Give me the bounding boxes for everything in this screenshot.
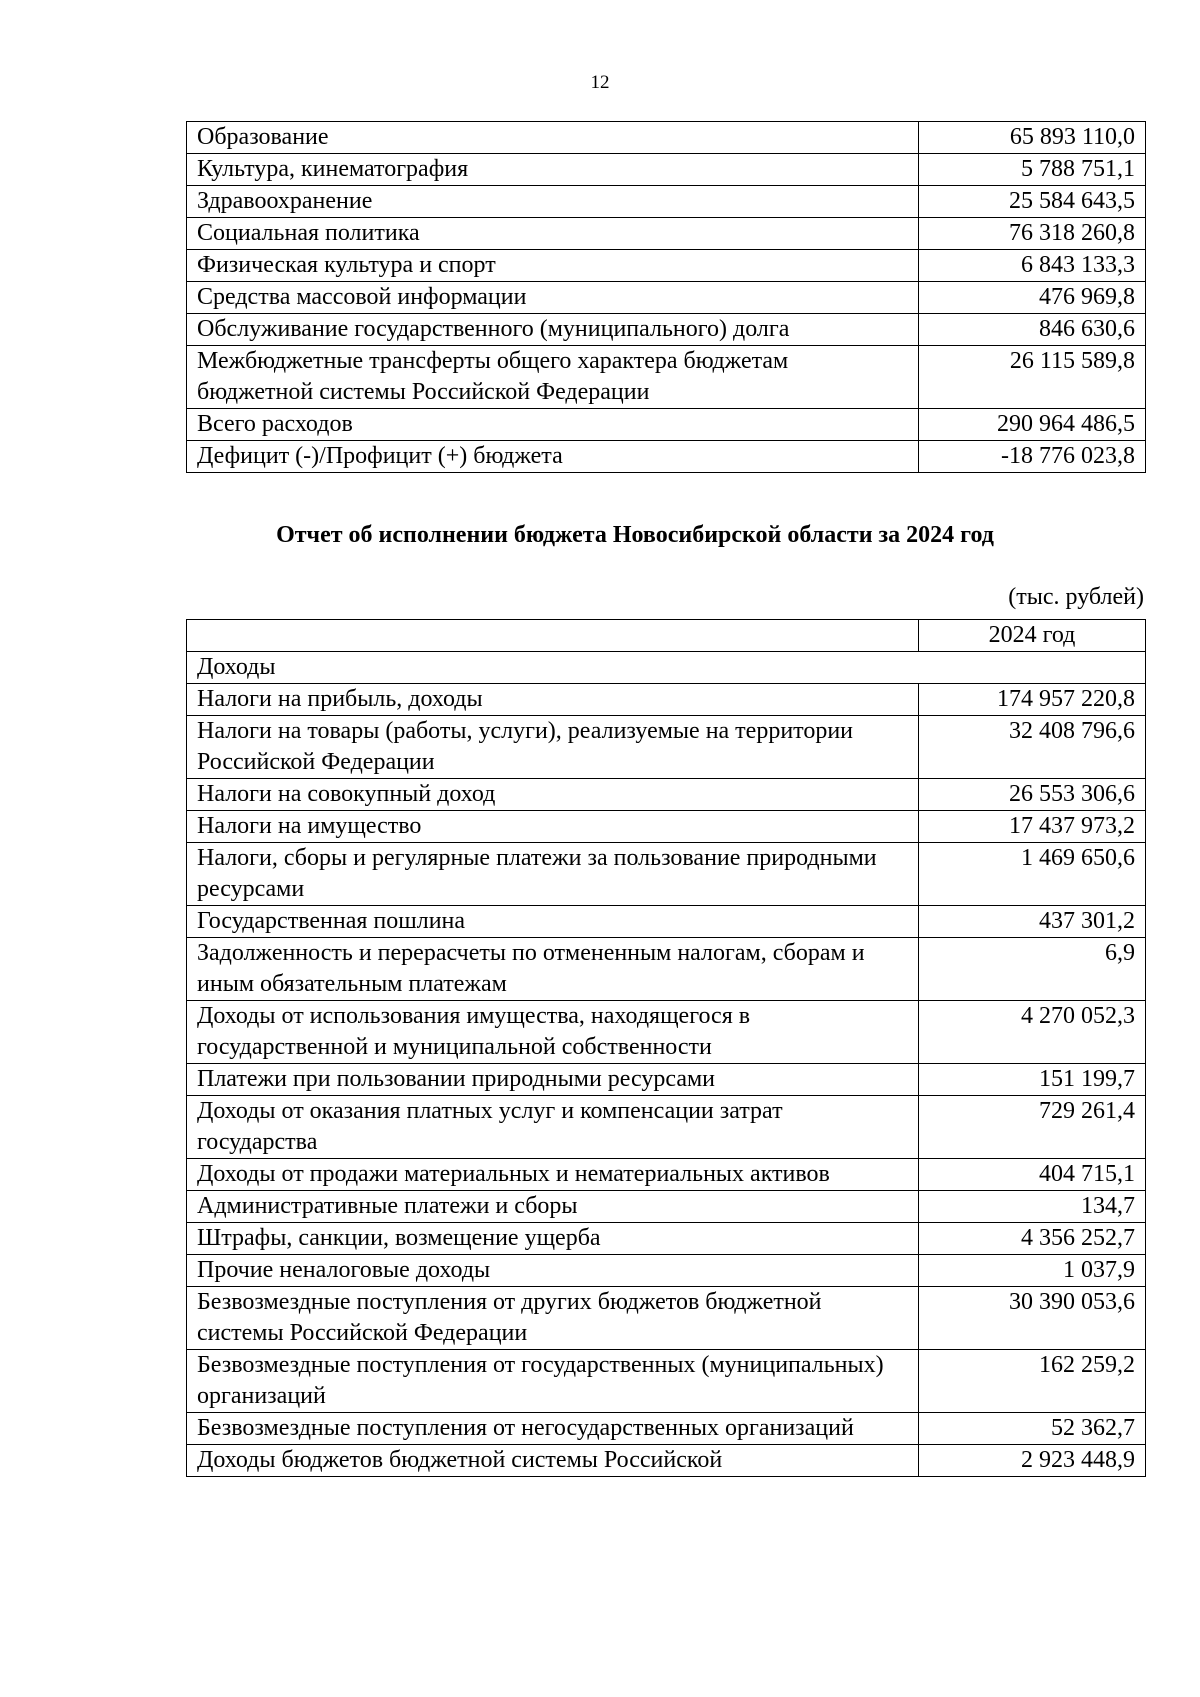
row-label: Физическая культура и спорт — [187, 250, 919, 282]
row-label: Доходы от использования имущества, находящегося в государственной и муниципальной собственности — [187, 1001, 919, 1064]
row-value: 17 437 973,2 — [919, 811, 1146, 843]
row-value: 1 469 650,6 — [919, 843, 1146, 906]
table-row — [187, 122, 1146, 154]
units-label: (тыс. рублей) — [1008, 584, 1144, 610]
row-value: 26 553 306,6 — [919, 779, 1146, 811]
row-label: Административные платежи и сборы — [187, 1191, 919, 1223]
row-label: Культура, кинематография — [187, 154, 919, 186]
section-title: Доходы — [187, 652, 1146, 684]
row-value: 476 969,8 — [919, 282, 1146, 314]
row-label: Налоги, сборы и регулярные платежи за пользование природными ресурсами — [187, 843, 919, 906]
table-row — [187, 938, 1146, 1001]
row-value: 52 362,7 — [919, 1413, 1146, 1445]
table-row — [187, 186, 1146, 218]
expenses-table — [186, 121, 1146, 473]
row-value: 1 037,9 — [919, 1255, 1146, 1287]
table-row — [187, 346, 1146, 409]
table-row — [187, 1096, 1146, 1159]
row-label: Здравоохранение — [187, 186, 919, 218]
table-row — [187, 1413, 1146, 1445]
row-value: 32 408 796,6 — [919, 716, 1146, 779]
row-label: Безвозмездные поступления от других бюджетов бюджетной системы Российской Федерации — [187, 1287, 919, 1350]
row-label: Доходы бюджетов бюджетной системы Российской — [187, 1445, 919, 1477]
row-value: 2 923 448,9 — [919, 1445, 1146, 1477]
row-value: -18 776 023,8 — [919, 441, 1146, 473]
row-value: 174 957 220,8 — [919, 684, 1146, 716]
row-label: Налоги на имущество — [187, 811, 919, 843]
report-title: Отчет об исполнении бюджета Новосибирской области за 2024 год — [276, 522, 994, 548]
table-row — [187, 779, 1146, 811]
table-row — [187, 1001, 1146, 1064]
row-value: 5 788 751,1 — [919, 154, 1146, 186]
row-value: 25 584 643,5 — [919, 186, 1146, 218]
table-row — [187, 906, 1146, 938]
row-label: Налоги на прибыль, доходы — [187, 684, 919, 716]
table-row — [187, 218, 1146, 250]
row-value: 4 356 252,7 — [919, 1223, 1146, 1255]
row-label: Образование — [187, 122, 919, 154]
page-number: 12 — [590, 72, 610, 93]
row-label: Обслуживание государственного (муниципального) долга — [187, 314, 919, 346]
table-row — [187, 684, 1146, 716]
table-row — [187, 154, 1146, 186]
row-label: Всего расходов — [187, 409, 919, 441]
row-label: Дефицит (-)/Профицит (+) бюджета — [187, 441, 919, 473]
row-value: 404 715,1 — [919, 1159, 1146, 1191]
row-value: 151 199,7 — [919, 1064, 1146, 1096]
table-row — [187, 250, 1146, 282]
table-row — [187, 1255, 1146, 1287]
row-label: Платежи при пользовании природными ресурсами — [187, 1064, 919, 1096]
table-header-row — [187, 620, 1146, 652]
row-value: 729 261,4 — [919, 1096, 1146, 1159]
row-label: Налоги на совокупный доход — [187, 779, 919, 811]
row-label: Безвозмездные поступления от негосударственных организаций — [187, 1413, 919, 1445]
row-label: Безвозмездные поступления от государственных (муниципальных) организаций — [187, 1350, 919, 1413]
table-row — [187, 282, 1146, 314]
header-year: 2024 год — [919, 620, 1146, 652]
table-row — [187, 716, 1146, 779]
header-label — [187, 620, 919, 652]
row-value: 65 893 110,0 — [919, 122, 1146, 154]
section-row — [187, 652, 1146, 684]
table-row — [187, 843, 1146, 906]
table-row — [187, 811, 1146, 843]
table-row — [187, 1350, 1146, 1413]
row-label: Средства массовой информации — [187, 282, 919, 314]
row-value: 134,7 — [919, 1191, 1146, 1223]
row-value: 290 964 486,5 — [919, 409, 1146, 441]
row-label: Доходы от продажи материальных и нематериальных активов — [187, 1159, 919, 1191]
row-label: Межбюджетные трансферты общего характера бюджетам бюджетной системы Российской Федерации — [187, 346, 919, 409]
row-label: Государственная пошлина — [187, 906, 919, 938]
row-label: Социальная политика — [187, 218, 919, 250]
table-row — [187, 1159, 1146, 1191]
income-table — [186, 619, 1146, 1477]
table-row — [187, 1223, 1146, 1255]
table-row — [187, 1445, 1146, 1477]
table-row — [187, 314, 1146, 346]
table-row — [187, 409, 1146, 441]
row-label: Налоги на товары (работы, услуги), реализуемые на территории Российской Федерации — [187, 716, 919, 779]
row-label: Задолженность и перерасчеты по отмененным налогам, сборам и иным обязательным платежам — [187, 938, 919, 1001]
table-row — [187, 1191, 1146, 1223]
row-value: 30 390 053,6 — [919, 1287, 1146, 1350]
table-row — [187, 1287, 1146, 1350]
row-value: 76 318 260,8 — [919, 218, 1146, 250]
row-label: Доходы от оказания платных услуг и компенсации затрат государства — [187, 1096, 919, 1159]
row-value: 162 259,2 — [919, 1350, 1146, 1413]
row-value: 846 630,6 — [919, 314, 1146, 346]
row-value: 4 270 052,3 — [919, 1001, 1146, 1064]
row-value: 26 115 589,8 — [919, 346, 1146, 409]
row-label: Прочие неналоговые доходы — [187, 1255, 919, 1287]
row-value: 437 301,2 — [919, 906, 1146, 938]
table-row — [187, 441, 1146, 473]
row-value: 6,9 — [919, 938, 1146, 1001]
row-label: Штрафы, санкции, возмещение ущерба — [187, 1223, 919, 1255]
table-row — [187, 1064, 1146, 1096]
row-value: 6 843 133,3 — [919, 250, 1146, 282]
